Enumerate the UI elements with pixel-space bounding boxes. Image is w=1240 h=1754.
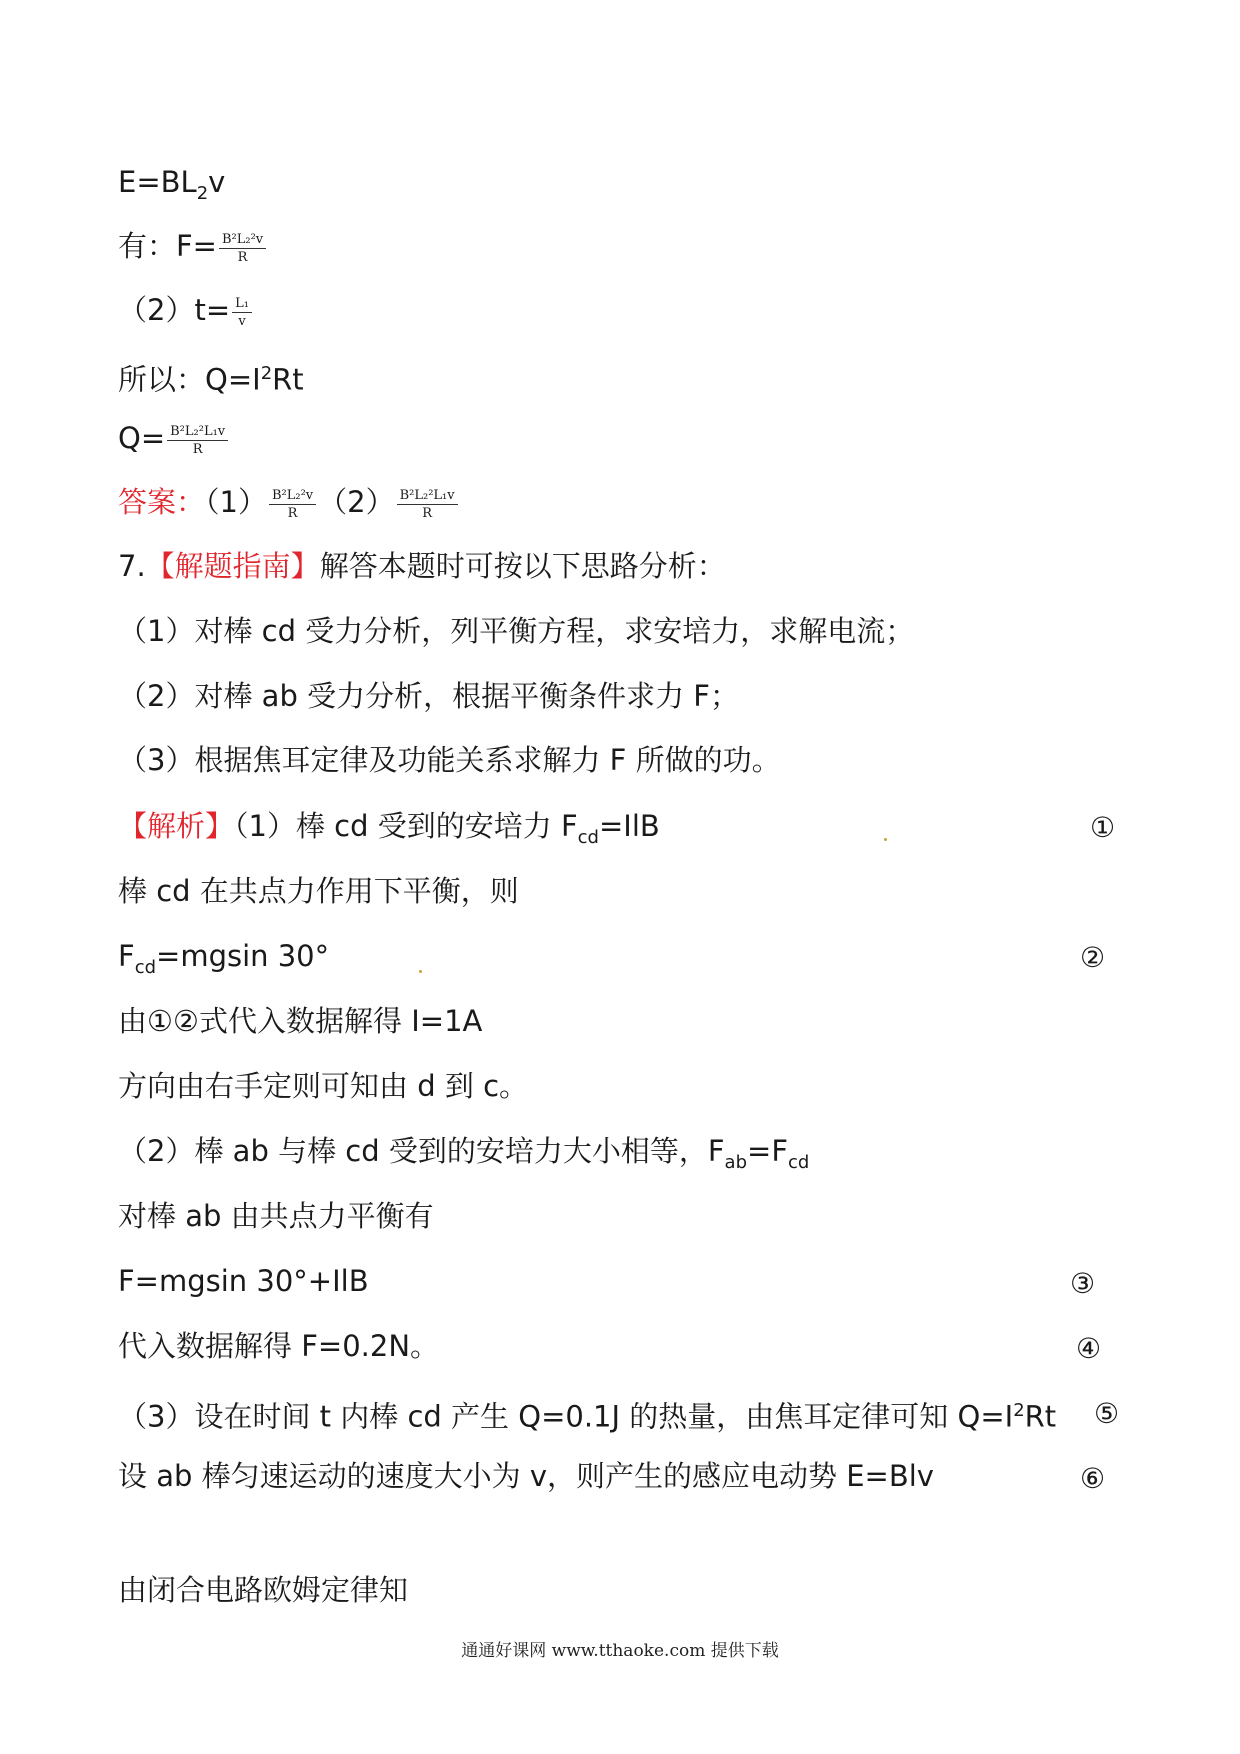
line-step-2: （2）对棒 ab 受力分析，根据平衡条件求力 F； [118, 679, 739, 713]
line-current: 由①②式代入数据解得 I=1A [118, 1004, 483, 1038]
answer-fraction-2: $\frac{\text{B²L₂²L₁v}}{R}$ [397, 488, 458, 521]
line-emf-ab: 设 ab 棒匀速运动的速度大小为 v，则产生的感应电动势 E=Blv [118, 1459, 934, 1493]
line-direction: 方向由右手定则可知由 d 到 c。 [118, 1069, 529, 1103]
marker-3: ③ [1070, 1267, 1096, 1300]
line-time: （2）t= $\frac{\text{L₁}}{v}$ [118, 290, 254, 330]
line-ohm: 由闭合电路欧姆定律知 [118, 1573, 409, 1607]
marker-4: ④ [1076, 1332, 1102, 1365]
line-force: 有：F= $\frac{\text{B²L₂²v}}{R}$ [118, 226, 268, 266]
line-heat-formula: 所以：$Q=I^2Rt$ [118, 362, 304, 397]
line-analysis-1: 【解析】（1）棒 cd 受到的安培力 $F_{cd}=IlB$ [118, 809, 660, 848]
line-emf: $E=BL_2v$ [118, 165, 226, 204]
stray-dot [419, 970, 422, 973]
line-heat-result: Q= $\frac{\text{B²L₂²L₁v}}{R}$ [118, 418, 230, 458]
answer-label: 答案： [118, 485, 206, 519]
line-problem-7: 7.【解题指南】解答本题时可按以下思路分析： [118, 549, 726, 583]
line-step-3: （3）根据焦耳定律及功能关系求解力 F 所做的功。 [118, 743, 781, 777]
marker-1: ① [1090, 811, 1116, 844]
line-step-1: （1）对棒 cd 受力分析，列平衡方程，求安培力，求解电流； [118, 614, 915, 648]
guide-tag: 【解题指南】 [145, 549, 320, 583]
line-joule: （3）设在时间 t 内棒 cd 产生 Q=0.1J 的热量，由焦耳定律可知 $Q=I^2Rt$ [118, 1399, 1057, 1434]
analysis-tag: 【解析】 [118, 809, 235, 843]
line-equilibrium: 棒 cd 在共点力作用下平衡，则 [118, 874, 519, 908]
marker-6: ⑥ [1080, 1462, 1106, 1495]
line-f-result: 代入数据解得 F=0.2N。 [118, 1329, 440, 1363]
line-answer: 答案：（1） $\frac{\text{B²L₂²v}}{R}$ （2） $\frac{\text{B²L₂²L₁v}}{R}$ [118, 482, 460, 522]
line-ab-balance: 对棒 ab 由共点力平衡有 [118, 1199, 434, 1233]
answer-fraction-1: $\frac{\text{B²L₂²v}}{R}$ [269, 488, 316, 521]
stray-dot [884, 838, 887, 841]
marker-2: ② [1080, 941, 1106, 974]
fraction-time: $\frac{\text{L₁}}{v}$ [232, 296, 252, 329]
fraction-force: $\frac{\text{B²L₂²v}}{R}$ [219, 232, 266, 265]
line-fcd: $F_{cd}=mgsin$ 30° [118, 939, 330, 978]
fraction-heat: $\frac{\text{B²L₂²L₁v}}{R}$ [167, 424, 228, 457]
line-f-equation: F=mgsin 30°+IlB [118, 1264, 369, 1298]
page-footer: 通通好课网 www.tthaoke.com 提供下载 [461, 1641, 779, 1661]
line-equal-forces: （2）棒 ab 与棒 cd 受到的安培力大小相等，$F_{ab}=F_{cd}$ [118, 1134, 810, 1173]
marker-5: ⑤ [1094, 1397, 1120, 1430]
